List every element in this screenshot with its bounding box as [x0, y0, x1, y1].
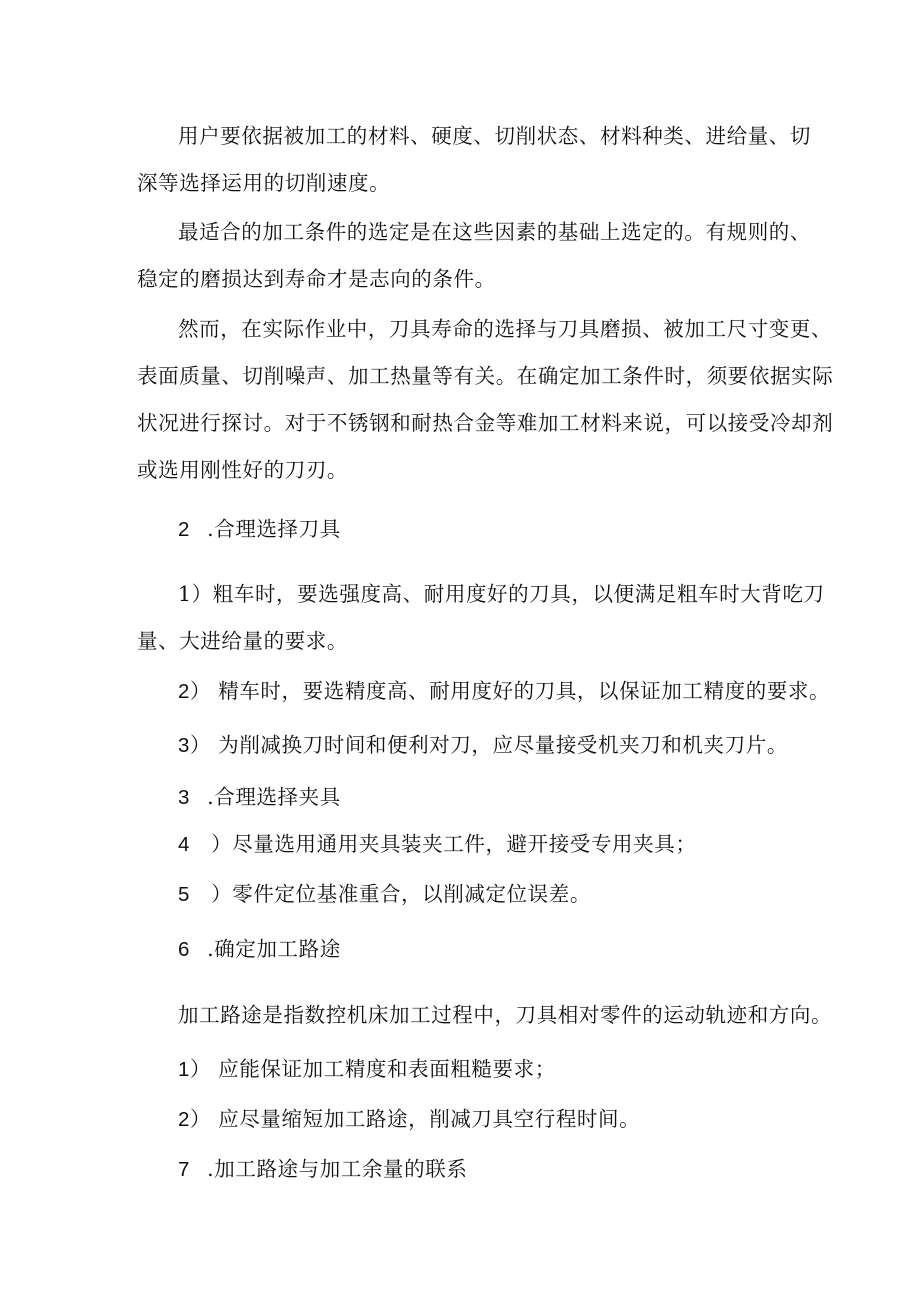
section-number: 6: [178, 938, 191, 961]
list-item-1-line-2: 量、大进给量的要求。: [137, 629, 348, 653]
paragraph-3-line-3: 状况进行探讨。对于不锈钢和耐热合金等难加工材料来说，可以接受冷却剂: [137, 411, 834, 435]
paragraph-1-line-1: 用户要依据被加工的材料、硬度、切削状态、材料种类、进给量、切: [178, 124, 811, 148]
list-item-number: 2）: [178, 680, 212, 703]
paragraph-3-line-4: 或选用刚性好的刀刃。: [137, 458, 348, 482]
paragraph-2-line-1: 最适合的加工条件的选定是在这些因素的基础上选定的。有规则的、: [178, 220, 811, 244]
route-item-2: [178, 1105, 640, 1134]
section-title: .确定加工路途: [207, 937, 341, 961]
section-number: 7: [178, 1158, 191, 1181]
list-item-text: 为削减换刀时间和便利对刀，应尽量接受机夹刀和机夹刀片。: [218, 733, 788, 757]
section-title: .合理选择刀具: [207, 517, 341, 541]
section-heading-7: [178, 1155, 467, 1184]
list-item-2: [178, 677, 830, 706]
list-item-text: 精车时，要选精度高、耐用度好的刀具，以保证加工精度的要求。: [218, 679, 831, 703]
section-heading-6: [178, 935, 341, 964]
list-item-5: [178, 880, 591, 909]
section-heading-3: [178, 783, 341, 812]
list-item-text: 应能保证加工精度和表面粗糙要求；: [218, 1057, 556, 1081]
section-heading-2: [178, 515, 341, 544]
section-number: 2: [178, 518, 191, 541]
paragraph-1-line-2: 深等选择运用的切削速度。: [137, 171, 391, 195]
section-number: 3: [178, 786, 191, 809]
section-title: .合理选择夹具: [207, 785, 341, 809]
list-item-number: 4: [178, 833, 191, 856]
list-item-3: [178, 731, 788, 760]
section-title: .加工路途与加工余量的联系: [207, 1157, 468, 1181]
list-item-text: ）尽量选用通用夹具装夹工件，避开接受专用夹具；: [211, 832, 697, 856]
paragraph-2-line-2: 稳定的磨损达到寿命才是志向的条件。: [137, 267, 496, 291]
paragraph-3-line-2: 表面质量、切削噪声、加工热量等有关。在确定加工条件时，须要依据实际: [137, 364, 834, 388]
paragraph-3-line-1: 然而，在实际作业中，刀具寿命的选择与刀具磨损、被加工尺寸变更、: [178, 317, 833, 341]
list-item-4: [178, 830, 696, 859]
list-item-number: 2）: [178, 1108, 212, 1131]
list-item-text: 应尽量缩短加工路途，削减刀具空行程时间。: [218, 1107, 641, 1131]
list-item-text: ）零件定位基准重合，以削减定位误差。: [211, 882, 591, 906]
list-item-number: 3）: [178, 734, 212, 757]
route-item-1: [178, 1055, 556, 1084]
list-item-number: 5: [178, 883, 191, 906]
list-item-number: 1）: [178, 1058, 212, 1081]
list-item-1-line-1: 1）粗车时，要选强度高、耐用度好的刀具，以便满足粗车时大背吃刀: [178, 582, 825, 606]
definition-paragraph: 加工路途是指数控机床加工过程中，刀具相对零件的运动轨迹和方向。: [178, 1003, 833, 1027]
